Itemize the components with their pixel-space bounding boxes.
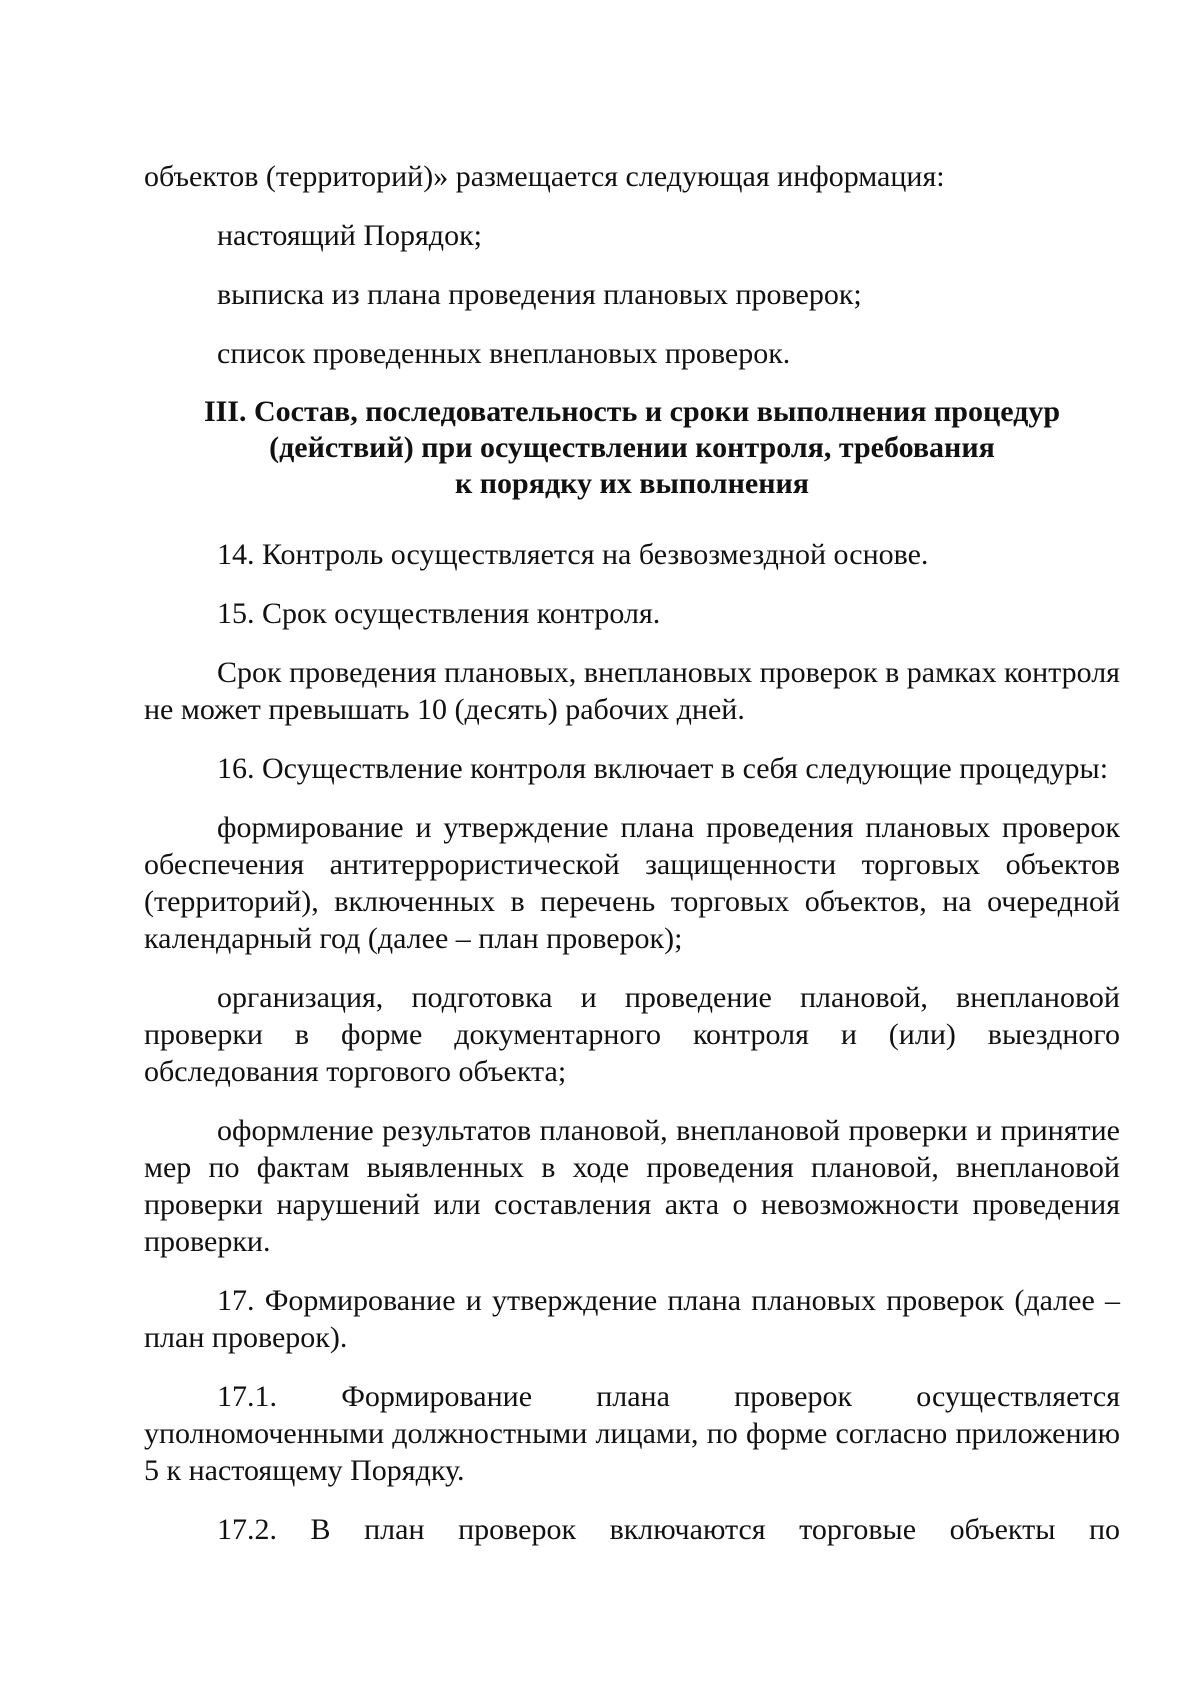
- paragraph-14: 14. Контроль осуществляется на безвозмездной основе.: [217, 538, 929, 571]
- paragraph-17-1: 17.1. Формирование плана проверок осуществляется уполномоченными должностными лицами, по форме согласно приложению 5 к настоящему Порядку.: [144, 1380, 1120, 1487]
- section-heading-line-2: (действий) при осуществлении контроля, требования: [269, 431, 995, 464]
- paragraph-16: 16. Осуществление контроля включает в себя следующие процедуры:: [217, 752, 1109, 785]
- list-item-order: настоящий Порядок;: [217, 219, 482, 252]
- procedure-inspection: организация, подготовка и проведение плановой, внеплановой проверки в форме документарного контроля и (или) выездного обследования торгового объекта;: [144, 981, 1120, 1088]
- section-heading-line-1: III. Состав, последовательность и сроки выполнения процедур: [203, 395, 1061, 428]
- paragraph-17: 17. Формирование и утверждение плана плановых проверок (далее – план проверок).: [144, 1284, 1120, 1354]
- list-item-unscheduled-list: список проведенных внеплановых проверок.: [217, 337, 791, 370]
- section-heading-line-3: к порядку их выполнения: [454, 467, 810, 500]
- list-item-plan-extract: выписка из плана проведения плановых проверок;: [217, 278, 862, 311]
- section-heading: [144, 394, 1120, 502]
- paragraph-continuation: объектов (территорий)» размещается следующая информация:: [144, 160, 945, 193]
- paragraph-15: 15. Срок осуществления контроля.: [217, 597, 661, 630]
- paragraph-17-2: 17.2. В план проверок включаются торговые объекты по: [217, 1513, 1120, 1546]
- procedure-plan-formation: формирование и утверждение плана проведения плановых проверок обеспечения антитеррористической защищенности торговых объектов (территорий), включенных в перечень торговых объектов, на очередной календарный год (далее – план проверок);: [144, 811, 1120, 955]
- document-page: [144, 158, 1120, 1570]
- paragraph-15-term: Срок проведения плановых, внеплановых проверок в рамках контроля не может превышать 10 (десять) рабочих дней.: [144, 656, 1120, 726]
- procedure-results: оформление результатов плановой, внеплановой проверки и принятие мер по фактам выявленных в ходе проведения плановой, внеплановой проверки нарушений или составления акта о невозможности проведения проверки.: [144, 1114, 1120, 1258]
